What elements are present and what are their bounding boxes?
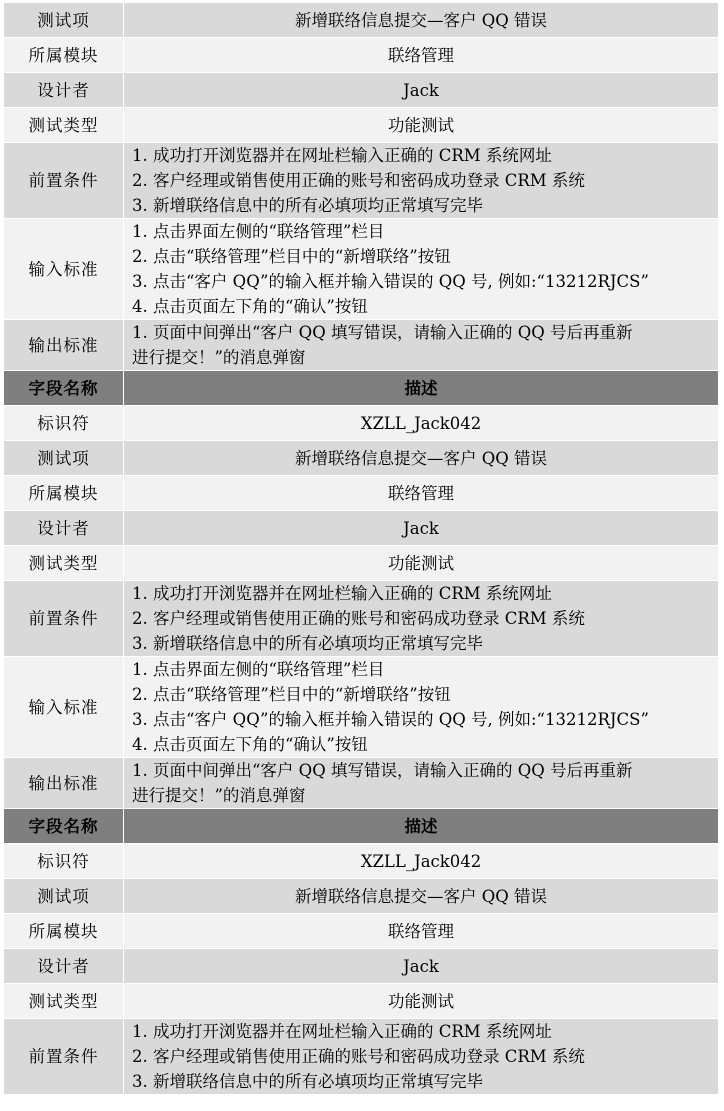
row-precondition bbox=[4, 143, 719, 219]
row-module bbox=[4, 476, 719, 511]
label-test-type: 测试类型 bbox=[4, 984, 124, 1019]
value-identifier: XZLL_Jack042 bbox=[124, 406, 719, 441]
precondition-line: 1. 成功打开浏览器并在网址栏输入正确的 CRM 系统网址 bbox=[132, 584, 552, 603]
precondition-line: 2. 客户经理或销售使用正确的账号和密码成功登录 CRM 系统 bbox=[132, 1047, 585, 1066]
value-module: 联络管理 bbox=[124, 476, 719, 511]
label-precondition: 前置条件 bbox=[4, 581, 124, 657]
row-precondition bbox=[4, 581, 719, 657]
row-designer bbox=[4, 949, 719, 984]
header-row bbox=[4, 371, 719, 406]
label-designer: 设计者 bbox=[4, 511, 124, 546]
label-precondition: 前置条件 bbox=[4, 1019, 124, 1095]
label-test-type: 测试类型 bbox=[4, 108, 124, 143]
label-module: 所属模块 bbox=[4, 914, 124, 949]
input-step-line: 3. 点击“客户 QQ”的输入框并输入错误的 QQ 号, 例如:“13212RJCS” bbox=[132, 272, 649, 291]
label-test-type: 测试类型 bbox=[4, 546, 124, 581]
value-precondition bbox=[124, 1019, 719, 1095]
output-line: 进行提交！”的消息弹窗 bbox=[132, 786, 306, 805]
precondition-line: 3. 新增联络信息中的所有必填项均正常填写完毕 bbox=[132, 634, 483, 653]
label-identifier: 标识符 bbox=[4, 406, 124, 441]
label-identifier: 标识符 bbox=[4, 844, 124, 879]
value-test-item: 新增联络信息提交—客户 QQ 错误 bbox=[124, 441, 719, 476]
value-input-standard bbox=[124, 657, 719, 758]
value-designer: Jack bbox=[124, 511, 719, 546]
row-designer bbox=[4, 73, 719, 108]
row-module bbox=[4, 38, 719, 73]
precondition-line: 1. 成功打开浏览器并在网址栏输入正确的 CRM 系统网址 bbox=[132, 1022, 552, 1041]
label-test-item: 测试项 bbox=[4, 441, 124, 476]
value-designer: Jack bbox=[124, 949, 719, 984]
precondition-line: 3. 新增联络信息中的所有必填项均正常填写完毕 bbox=[132, 196, 483, 215]
label-module: 所属模块 bbox=[4, 38, 124, 73]
row-output-standard bbox=[4, 320, 719, 371]
row-module bbox=[4, 914, 719, 949]
header-field-name: 字段名称 bbox=[4, 371, 124, 406]
label-designer: 设计者 bbox=[4, 949, 124, 984]
header-row bbox=[4, 809, 719, 844]
input-step-line: 2. 点击“联络管理”栏目中的“新增联络”按钮 bbox=[132, 247, 451, 266]
label-output-standard: 输出标准 bbox=[4, 320, 124, 371]
input-step-line: 3. 点击“客户 QQ”的输入框并输入错误的 QQ 号, 例如:“13212RJCS” bbox=[132, 710, 649, 729]
row-precondition bbox=[4, 1019, 719, 1095]
input-step-line: 4. 点击页面左下角的“确认”按钮 bbox=[132, 735, 368, 754]
label-precondition: 前置条件 bbox=[4, 143, 124, 219]
row-identifier bbox=[4, 406, 719, 441]
row-test-item bbox=[4, 879, 719, 914]
label-input-standard: 输入标准 bbox=[4, 657, 124, 758]
value-module: 联络管理 bbox=[124, 38, 719, 73]
precondition-line: 1. 成功打开浏览器并在网址栏输入正确的 CRM 系统网址 bbox=[132, 146, 552, 165]
value-precondition bbox=[124, 581, 719, 657]
row-output-standard bbox=[4, 758, 719, 809]
row-test-type bbox=[4, 546, 719, 581]
label-output-standard: 输出标准 bbox=[4, 758, 124, 809]
precondition-line: 2. 客户经理或销售使用正确的账号和密码成功登录 CRM 系统 bbox=[132, 171, 585, 190]
output-line: 1. 页面中间弹出“客户 QQ 填写错误，请输入正确的 QQ 号后再重新 bbox=[132, 323, 633, 342]
input-step-line: 1. 点击界面左侧的“联络管理”栏目 bbox=[132, 660, 385, 679]
row-input-standard bbox=[4, 219, 719, 320]
header-field-name: 字段名称 bbox=[4, 809, 124, 844]
label-test-item: 测试项 bbox=[4, 3, 124, 38]
row-test-item bbox=[4, 3, 719, 38]
label-module: 所属模块 bbox=[4, 476, 124, 511]
header-description: 描述 bbox=[124, 809, 719, 844]
row-test-type bbox=[4, 984, 719, 1019]
row-designer bbox=[4, 511, 719, 546]
value-module: 联络管理 bbox=[124, 914, 719, 949]
value-test-type: 功能测试 bbox=[124, 108, 719, 143]
row-test-type bbox=[4, 108, 719, 143]
row-test-item bbox=[4, 441, 719, 476]
value-test-item: 新增联络信息提交—客户 QQ 错误 bbox=[124, 879, 719, 914]
row-identifier bbox=[4, 844, 719, 879]
label-input-standard: 输入标准 bbox=[4, 219, 124, 320]
precondition-line: 2. 客户经理或销售使用正确的账号和密码成功登录 CRM 系统 bbox=[132, 609, 585, 628]
value-test-type: 功能测试 bbox=[124, 546, 719, 581]
value-output-standard bbox=[124, 320, 719, 371]
output-line: 1. 页面中间弹出“客户 QQ 填写错误，请输入正确的 QQ 号后再重新 bbox=[132, 761, 633, 780]
input-step-line: 4. 点击页面左下角的“确认”按钮 bbox=[132, 297, 368, 316]
row-input-standard bbox=[4, 657, 719, 758]
output-line: 进行提交！”的消息弹窗 bbox=[132, 348, 306, 367]
precondition-line: 3. 新增联络信息中的所有必填项均正常填写完毕 bbox=[132, 1072, 483, 1091]
value-output-standard bbox=[124, 758, 719, 809]
input-step-line: 1. 点击界面左侧的“联络管理”栏目 bbox=[132, 222, 385, 241]
value-test-type: 功能测试 bbox=[124, 984, 719, 1019]
header-description: 描述 bbox=[124, 371, 719, 406]
value-test-item: 新增联络信息提交—客户 QQ 错误 bbox=[124, 3, 719, 38]
value-designer: Jack bbox=[124, 73, 719, 108]
label-designer: 设计者 bbox=[4, 73, 124, 108]
input-step-line: 2. 点击“联络管理”栏目中的“新增联络”按钮 bbox=[132, 685, 451, 704]
value-precondition bbox=[124, 143, 719, 219]
value-identifier: XZLL_Jack042 bbox=[124, 844, 719, 879]
label-test-item: 测试项 bbox=[4, 879, 124, 914]
test-case-table bbox=[3, 2, 719, 1095]
value-input-standard bbox=[124, 219, 719, 320]
